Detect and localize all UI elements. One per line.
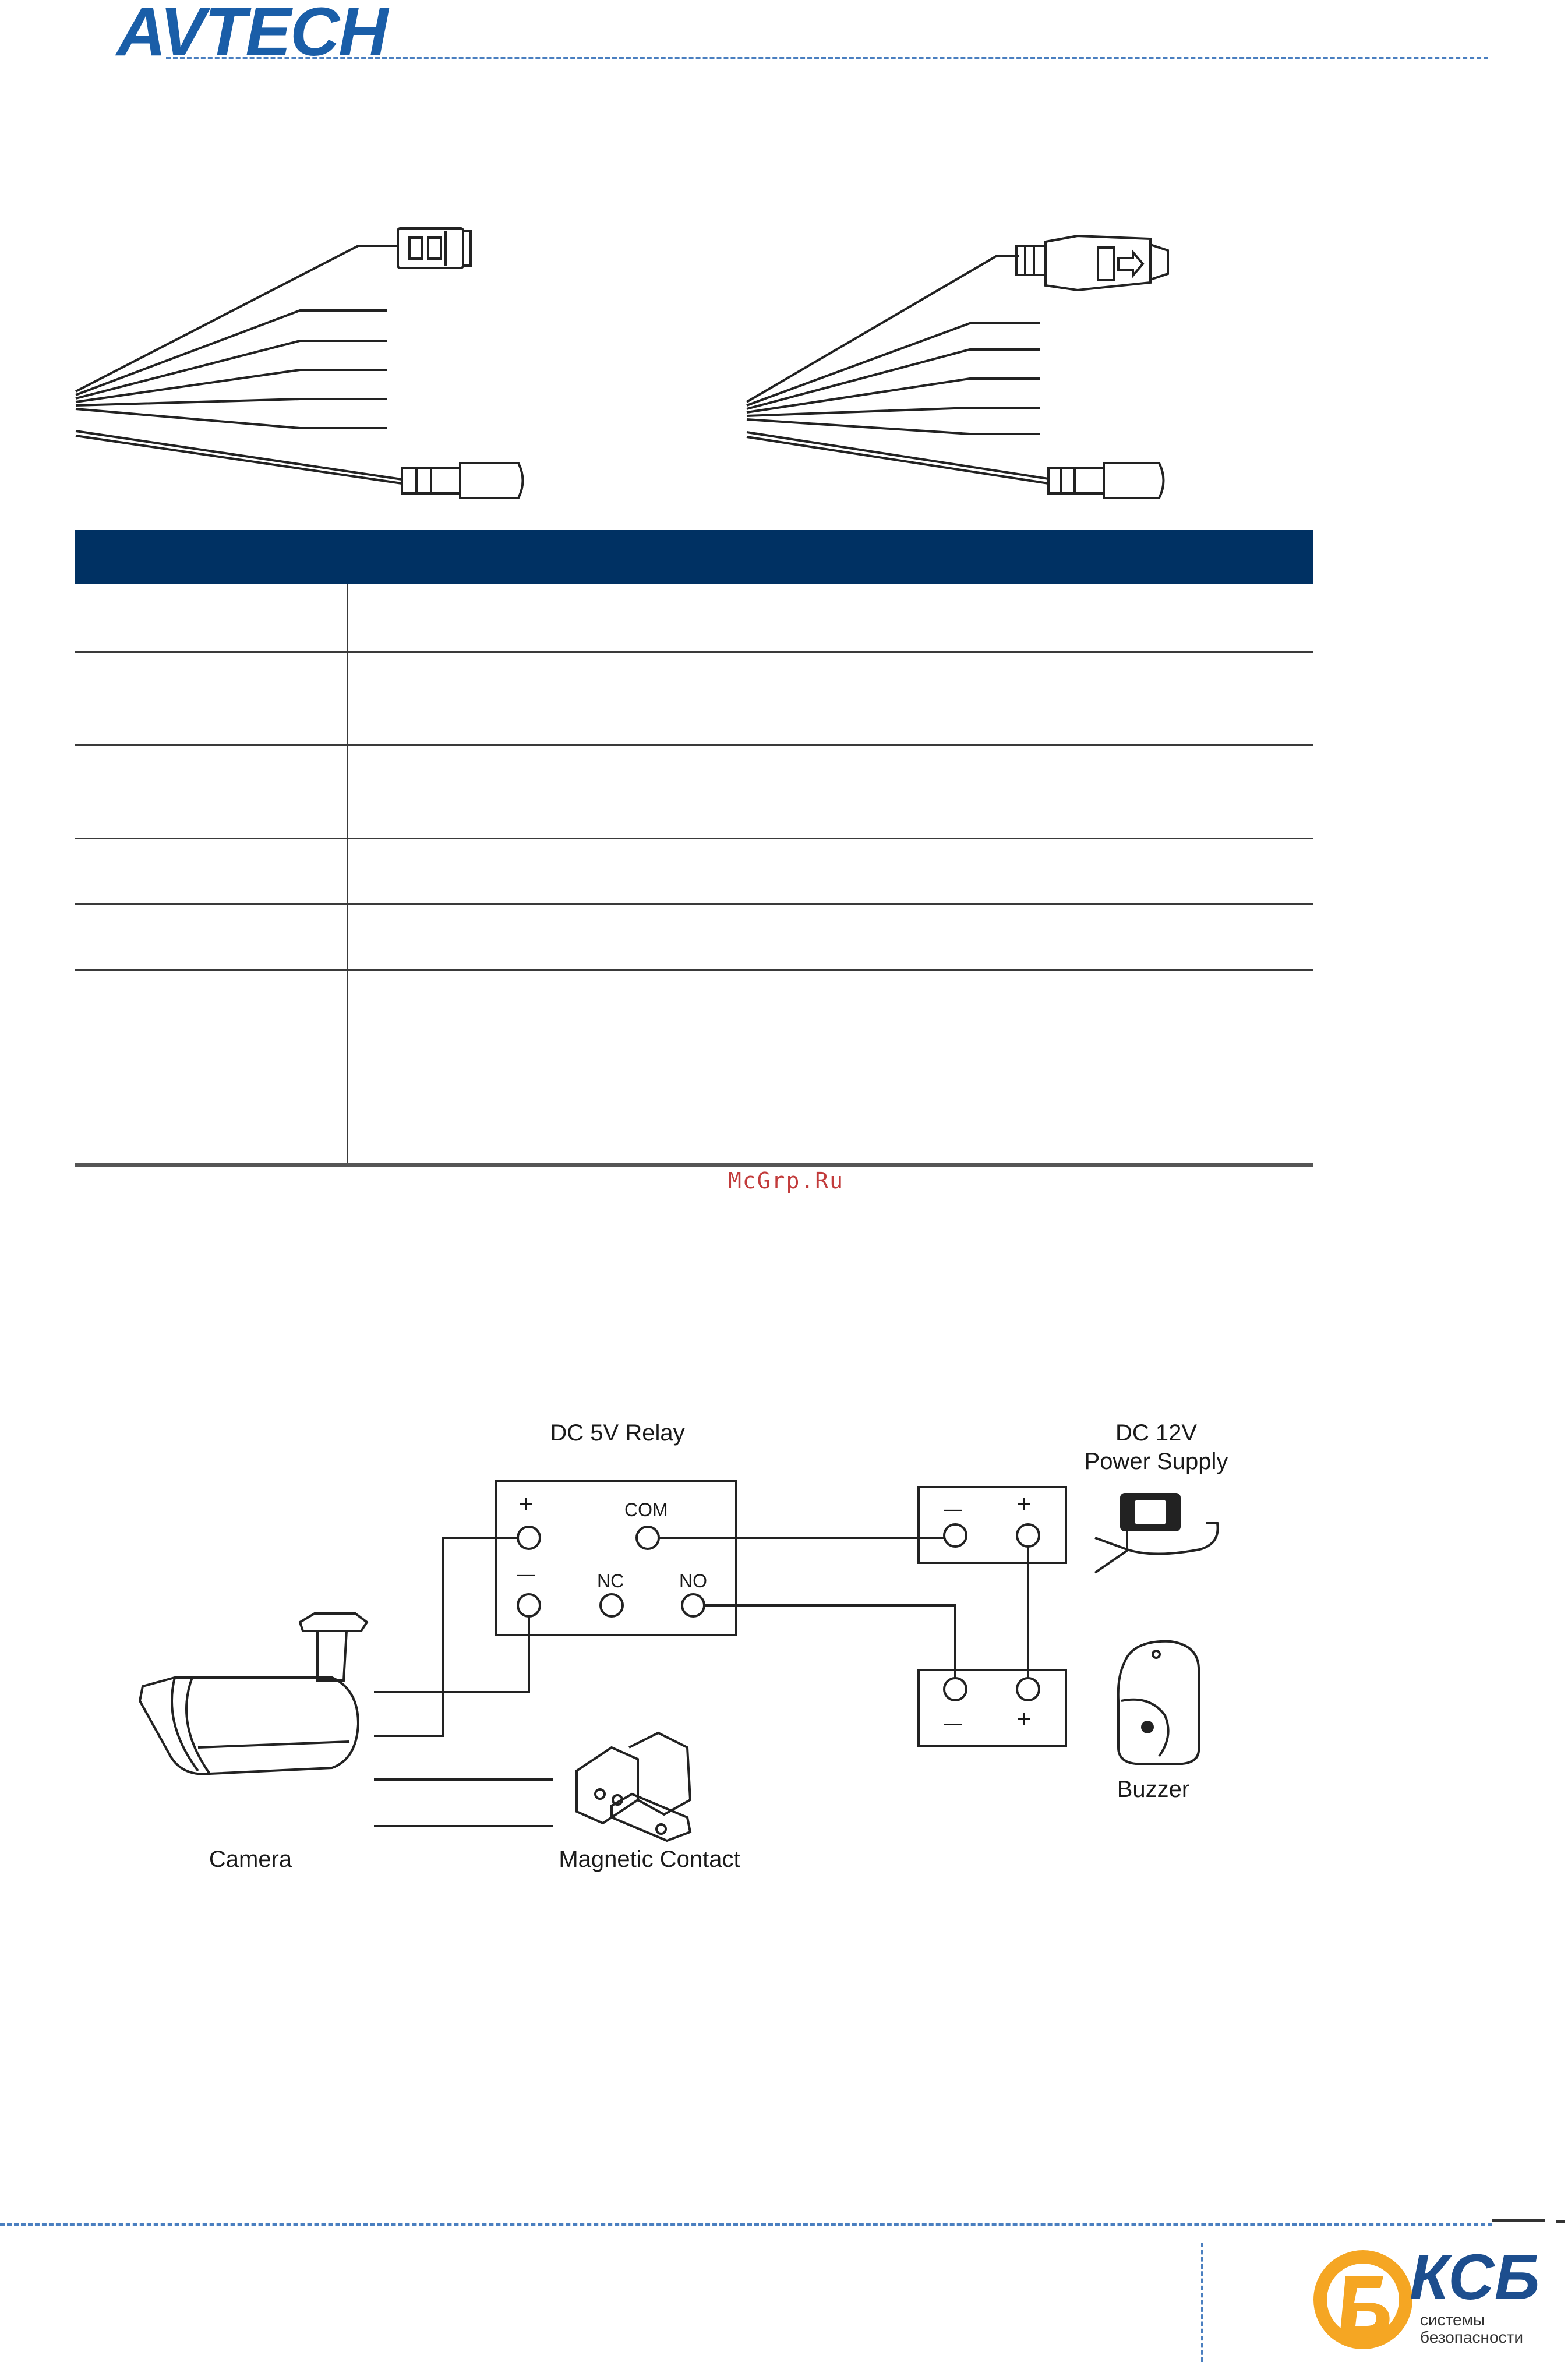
dc-jack-right [1048,463,1164,498]
buzzer-label: Buzzer [1117,1777,1190,1802]
upper-block-plus-label: + [1016,1490,1032,1519]
relay-com-terminal [637,1527,659,1549]
table-row [75,838,1313,904]
footer-page-mark [1492,2219,1545,2222]
table-row [75,652,1313,745]
wire-ends-right [1025,323,1040,434]
rj45-coupler-right [1016,236,1168,290]
relay-minus-label: — [517,1563,535,1584]
spec-header-cell-2 [348,530,1313,584]
upper-terminal-block [919,1487,1066,1563]
cable-illustrations [0,0,1568,513]
power-supply-title-line1: DC 12V [1115,1420,1198,1446]
buzzer-device [1118,1641,1199,1764]
relay-com-label: COM [624,1499,668,1520]
magnetic-contact-label: Magnetic Contact [559,1846,740,1872]
relay-plus-terminal [518,1527,540,1549]
relay-plus-label: + [518,1490,534,1519]
table-row [75,970,1313,1165]
wire-no-to-lower-minus [704,1605,955,1678]
watermark: McGrp.Ru [728,1168,845,1194]
wire-relay-minus-to-camera [374,1616,529,1692]
footer-page-dot [1556,2220,1565,2223]
relay-no-terminal [682,1594,704,1616]
relay-no-label: NO [679,1570,707,1591]
power-supply-title-line2: Power Supply [1084,1449,1228,1474]
lower-terminal-block [919,1670,1066,1746]
camera-label: Camera [209,1846,292,1872]
cable-bundle-right [747,256,1048,483]
spec-table [75,530,1313,1167]
dc-jack-left [402,463,523,498]
ksb-logo-subtitle-2: безопасности [1420,2328,1524,2346]
relay-nc-terminal [601,1594,623,1616]
wiring-diagram [0,1398,1568,1893]
table-row [75,584,1313,652]
ksb-logo-subtitle-1: системы [1420,2311,1485,2329]
cable-bundle-left [76,246,402,483]
ksb-logo-text: КСБ [1410,2241,1540,2313]
spec-table-header [75,530,1313,584]
footer-vertical-divider [1201,2243,1203,2362]
upper-block-minus-label: — [944,1498,962,1519]
ksb-logo-icon [1308,2241,1424,2358]
footer-divider [0,2223,1492,2226]
avtech-logo: AVTECH [116,0,387,70]
table-row [75,745,1313,838]
rj45-connector-left [398,228,471,268]
relay-nc-label: NC [597,1570,624,1591]
magnetic-contact-device [577,1733,690,1841]
camera-device [140,1613,367,1774]
lower-block-plus-label: + [1016,1705,1032,1733]
spec-header-cell-1 [75,530,348,584]
wire-ends-left [364,310,387,428]
relay-minus-terminal [518,1594,540,1616]
lower-block-minus-label: — [944,1713,962,1733]
relay-title: DC 5V Relay [550,1420,685,1446]
table-row [75,904,1313,970]
power-supply-adapter [1095,1494,1218,1573]
